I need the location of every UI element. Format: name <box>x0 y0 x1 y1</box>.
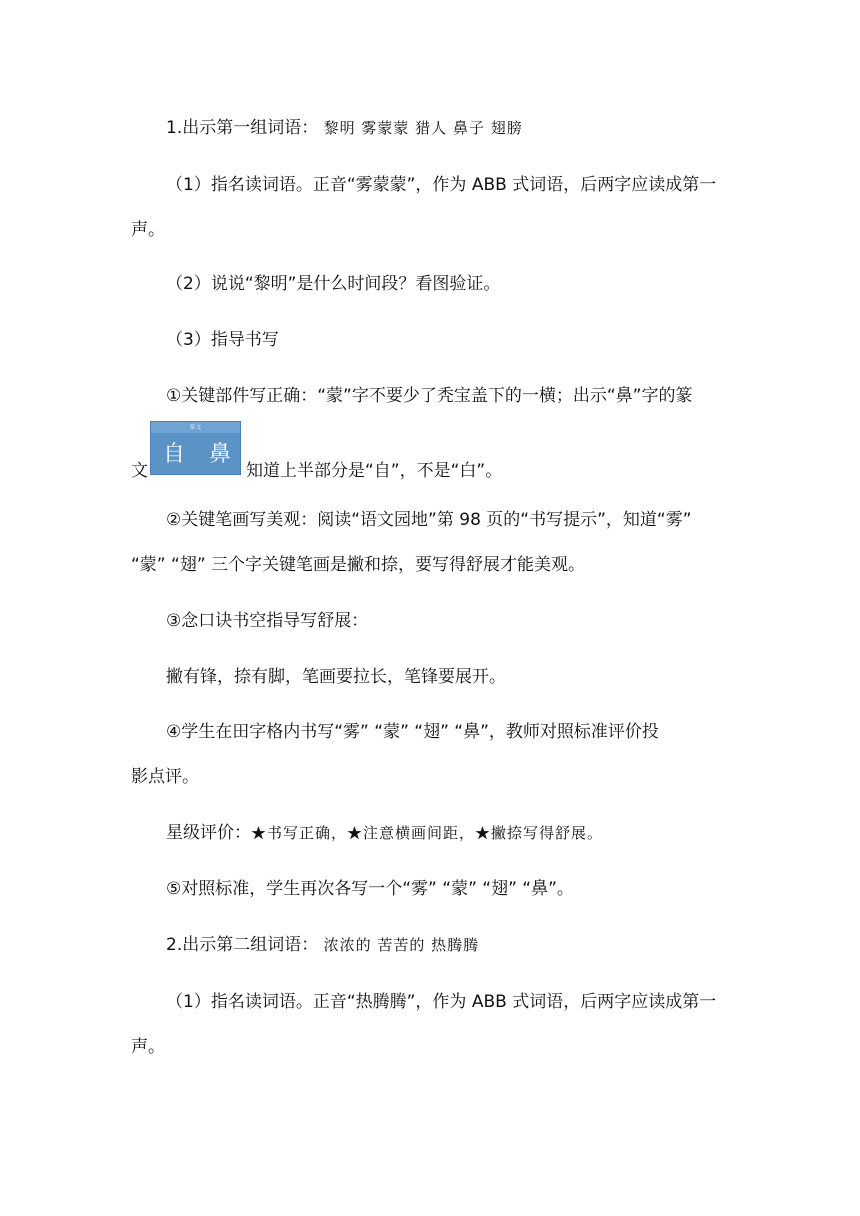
paragraph-2-1a: （1）指名读词语。正音“热腾腾”，作为 ABB 式词语，后两字应读成第一 <box>166 992 717 1012</box>
mnemonic: 撇有锋，捺有脚，笔画要拉长，笔锋要展开。 <box>166 667 506 687</box>
seal-glyph-zi: 自 <box>163 442 186 467</box>
group2-words: 浓浓的 苦苦的 热腾腾 <box>323 936 480 954</box>
image-caption: 篆文 <box>189 424 202 431</box>
paragraph-1-1b: 声。 <box>131 220 165 240</box>
paragraph-2-1b: 声。 <box>131 1037 165 1057</box>
step-1b-post: 知道上半部分是“自”，不是“白”。 <box>246 461 503 481</box>
group1-words: 黎明 雾蒙蒙 猎人 鼻子 翅膀 <box>323 119 523 137</box>
star-rating-criteria: ★书写正确，★注意横画间距，★撇捺写得舒展。 <box>251 824 604 842</box>
step-3: ③念口诀书空指导写舒展： <box>166 611 369 631</box>
step-5: ⑤对照标准，学生再次各写一个“雾” “蒙” “翅” “鼻”。 <box>166 879 574 899</box>
star-rating <box>166 821 603 845</box>
group1-label: 1.出示第一组词语： <box>166 118 319 138</box>
group1-heading <box>166 116 523 140</box>
step-1b-pre: 文 <box>131 461 148 481</box>
group2-label: 2.出示第二组词语： <box>166 935 319 955</box>
paragraph-1-1a: （1）指名读词语。正音“雾蒙蒙”，作为 ABB 式词语，后两字应读成第一 <box>166 175 717 195</box>
group2-heading <box>166 933 479 957</box>
step-4b: 影点评。 <box>131 767 199 787</box>
step-4a: ④学生在田字格内书写“雾” “蒙” “翅” “鼻”，教师对照标准评价投 <box>166 722 659 742</box>
paragraph-1-3: （3）指导书写 <box>166 330 279 350</box>
paragraph-1-2: （2）说说“黎明”是什么时间段？看图验证。 <box>166 274 501 294</box>
step-1a: ①关键部件写正确：“蒙”字不要少了秃宝盖下的一横；出示“鼻”字的篆 <box>166 386 693 406</box>
seal-glyph-bi: 鼻 <box>209 442 232 467</box>
seal-script-image <box>150 421 241 475</box>
step-2a: ②关键笔画写美观：阅读“语文园地”第 98 页的“书写提示”，知道“雾” <box>166 510 692 530</box>
star-rating-label: 星级评价： <box>166 823 251 843</box>
step-2b: “蒙” “翅” 三个字关键笔画是撇和捺，要写得舒展才能美观。 <box>131 555 586 575</box>
